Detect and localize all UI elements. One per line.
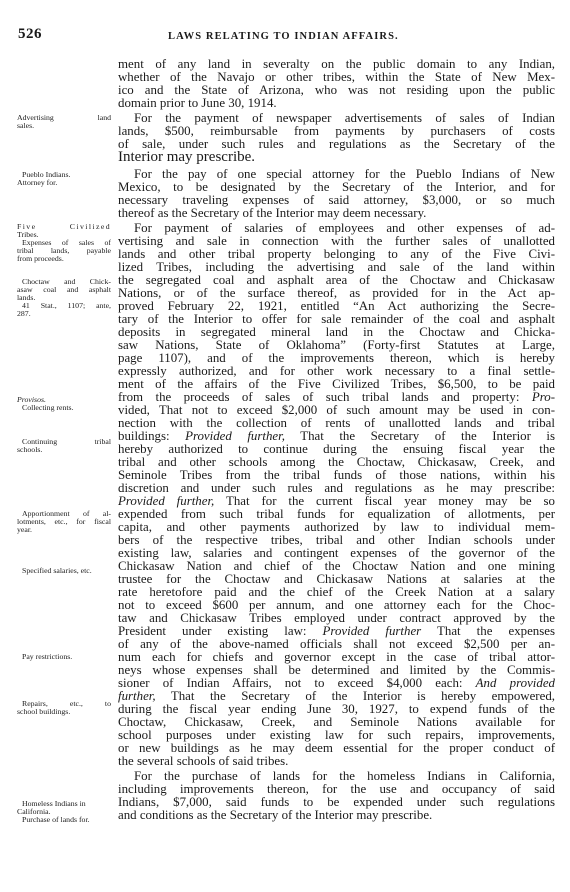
text-line: the segregated coal and asphalt area of the Choctaw and Chickasaw (118, 273, 555, 287)
text-line: school purposes under existing law for such repairs, improvements, (118, 728, 555, 742)
margin-note: Pueblo Indians. (22, 170, 71, 179)
text-line: necessary traveling expenses of said attorney, $3,000, or so much (118, 193, 555, 207)
text-line: or new buildings as he may deem essential for the proper conduct of (118, 741, 555, 755)
margin-note: Purchase of lands for. (22, 815, 90, 824)
text-segment: buildings: (118, 429, 186, 443)
margin-note: 41 Stat., 1107; ante, (22, 301, 111, 310)
text-line: expended from such tribal funds for equalization of allotments, per (118, 507, 555, 521)
text-line: tary of the Interior to offer for sale remainder of the coal and asphalt (118, 312, 555, 326)
text-line: ment of the affairs of the Five Civilized Tribes, $6,500, to be paid (118, 377, 555, 391)
text-line: trustee for the Choctaw and Chickasaw Nations at salaries at the (118, 572, 555, 586)
text-line: bers of the respective tribes, tribal and other Indian schools under (118, 533, 555, 547)
margin-note: Apportionment of al- (22, 509, 111, 518)
text-line: ment of any land in severalty on the public domain to any Indian, (118, 57, 555, 71)
margin-note: from proceeds. (17, 254, 64, 263)
text-line: taw and Chickasaw Tribes employed under contract approved by the (118, 611, 555, 625)
margin-note: school buildings. (17, 707, 71, 716)
text-line: whether of the Navajo or other tribes, within the State of New Mex- (118, 70, 555, 84)
text-line: For the pay of one special attorney for the Pueblo Indians of New (134, 167, 555, 181)
text-segment: That the Secretary of the Interior is hereby empowered, (155, 689, 555, 703)
text-line: Choctaw, Chickasaw, Creek, and Seminole Nations available for (118, 715, 555, 729)
text-line: nection with the collection of rents of unallotted lands and tribal (118, 416, 555, 430)
text-line: hereby authorized to continue during the ensuing fiscal year the (118, 442, 555, 456)
text-line: For the purchase of lands for the homeless Indians in California, (134, 769, 555, 783)
text-line: vided, That not to exceed $2,000 of such amount may be used in con- (118, 403, 555, 417)
text-line: the several schools of said tribes. (118, 754, 289, 768)
text-segment: from the proceeds of sales of such tribal lands and property: (118, 390, 532, 404)
margin-note: sales. (17, 121, 35, 130)
text-segment: That the expenses (421, 624, 556, 638)
text-line: Indians, $7,000, said funds to be expended under such regulations (118, 795, 555, 809)
text-line: rate heretofore paid and the chief of the Creek Nation at a salary (118, 585, 555, 599)
text-line: expressly authorized, and for other work necessary to a final settle- (118, 364, 555, 378)
text-line: not to exceed $600 per annum, and one attorney each for the Choc- (118, 598, 555, 612)
margin-note: Specified salaries, etc. (22, 566, 92, 575)
margin-note: Provisos. (17, 395, 46, 404)
text-line: vertising and sale in connection with the further sales of unallotted (118, 234, 555, 248)
italic-proviso: And provided (475, 676, 555, 690)
text-line: capita, and other payments authorized by law to individual mem- (118, 520, 555, 534)
italic-proviso: Provided further, (185, 429, 285, 443)
text-line: For payment of salaries of employees and other expenses of ad- (134, 221, 555, 235)
text-line: during the fiscal year ending June 30, 1927, to expend funds of the (118, 702, 555, 716)
text-segment: President under existing law: (118, 624, 323, 638)
text-line: tribal and other schools among the Choctaw, Chickasaw, Creek, and (118, 455, 555, 469)
italic-proviso: Provided further, (118, 494, 215, 508)
text-line: including improvements thereon, for the use and occupancy of said (118, 782, 555, 796)
margin-note: Repairs, etc., to (22, 699, 111, 708)
margin-note: lands. (17, 293, 36, 302)
margin-note: Tribes. (17, 230, 39, 239)
margin-note: Collecting rents. (22, 403, 74, 412)
text-segment: That the Secretary of the Interior is (284, 429, 555, 443)
text-line: Chickasaw Nation and chief of the Choctaw Nation and one mining (118, 559, 555, 573)
margin-note: Choctaw and Chick- (22, 277, 111, 286)
margin-note: tribal lands, payable (17, 246, 111, 255)
text-line: domain prior to June 30, 1914. (118, 96, 277, 110)
text-line: lized Tribes, including the advertising and sale of the land within (118, 260, 555, 274)
text-line: For the payment of newspaper advertisements of sales of Indian (134, 111, 555, 125)
margin-note: California. (17, 807, 51, 816)
margin-note: year. (17, 525, 32, 534)
text-line: page 1107), and of the improvements thereon, which is hereby (118, 351, 555, 365)
text-line: proved February 22, 1921, entitled “An Act authorizing the Secre- (118, 299, 555, 313)
text-line: lands, $500, reimbursable from payments by purchasers of costs (118, 124, 555, 138)
text-line: discretion and under such rules and regulations as he may prescribe: (118, 481, 555, 495)
text-segment: sioner of Indian Affairs, not to exceed $4,000 each: (118, 676, 476, 690)
margin-note: Five Civilized (17, 222, 111, 231)
margin-note: Attorney for. (17, 178, 58, 187)
text-line: Interior may prescribe. (118, 149, 256, 165)
text-line: saw Nations, State of Oklahoma” (Forty-first Statutes at Large, (118, 338, 555, 352)
margin-note: Homeless Indians in (22, 799, 86, 808)
text-line: of any of the above-named officials shall not exceed $2,500 per an- (118, 637, 555, 651)
italic-proviso: Provided further (322, 624, 422, 638)
text-line: of sale, under such rules and regulations as the Secretary of the (118, 137, 555, 151)
margin-note: Advertising land (17, 113, 111, 122)
page-number: 526 (18, 26, 42, 42)
margin-note: Continuing tribal (22, 437, 111, 446)
text-line: Mexico, to be designated by the Secretary of the Interior, and for (118, 180, 555, 194)
text-line: neys whose expenses shall be determined and limited by the Commis- (118, 663, 555, 677)
margin-note: 287. (17, 309, 31, 318)
text-segment: That for the current fiscal year money may be so (214, 494, 555, 508)
running-head: LAWS RELATING TO INDIAN AFFAIRS. (168, 31, 399, 42)
text-line: thereof as the Secretary of the Interior may deem necessary. (118, 206, 427, 220)
italic-proviso: further, (118, 689, 156, 703)
text-line: Nations, or of the surface thereof, as provided for in the Act ap- (118, 286, 555, 300)
text-line: Seminole Tribes from the tribal funds of those nations, within his (118, 468, 555, 482)
margin-note: Expenses of sales of (22, 238, 111, 247)
italic-proviso: Pro- (531, 390, 555, 404)
margin-note: asaw coal and asphalt (17, 285, 111, 294)
margin-note: Pay restrictions. (22, 652, 73, 661)
text-line: num each for chiefs and governor except in the case of tribal attor- (118, 650, 555, 664)
text-line: deposits in segregated mineral land in the Choctaw and Chicka- (118, 325, 555, 339)
text-line: ico and the State of Arizona, who was not residing upon the public (118, 83, 555, 97)
margin-note: schools. (17, 445, 43, 454)
margin-note: lotments, etc., for fiscal (17, 517, 111, 526)
text-line: lands and other tribal property belonging to any of the Five Civi- (118, 247, 555, 261)
text-line: and conditions as the Secretary of the Interior may prescribe. (118, 808, 433, 822)
text-line: existing law, salaries and contingent expenses of the governor of the (118, 546, 555, 560)
